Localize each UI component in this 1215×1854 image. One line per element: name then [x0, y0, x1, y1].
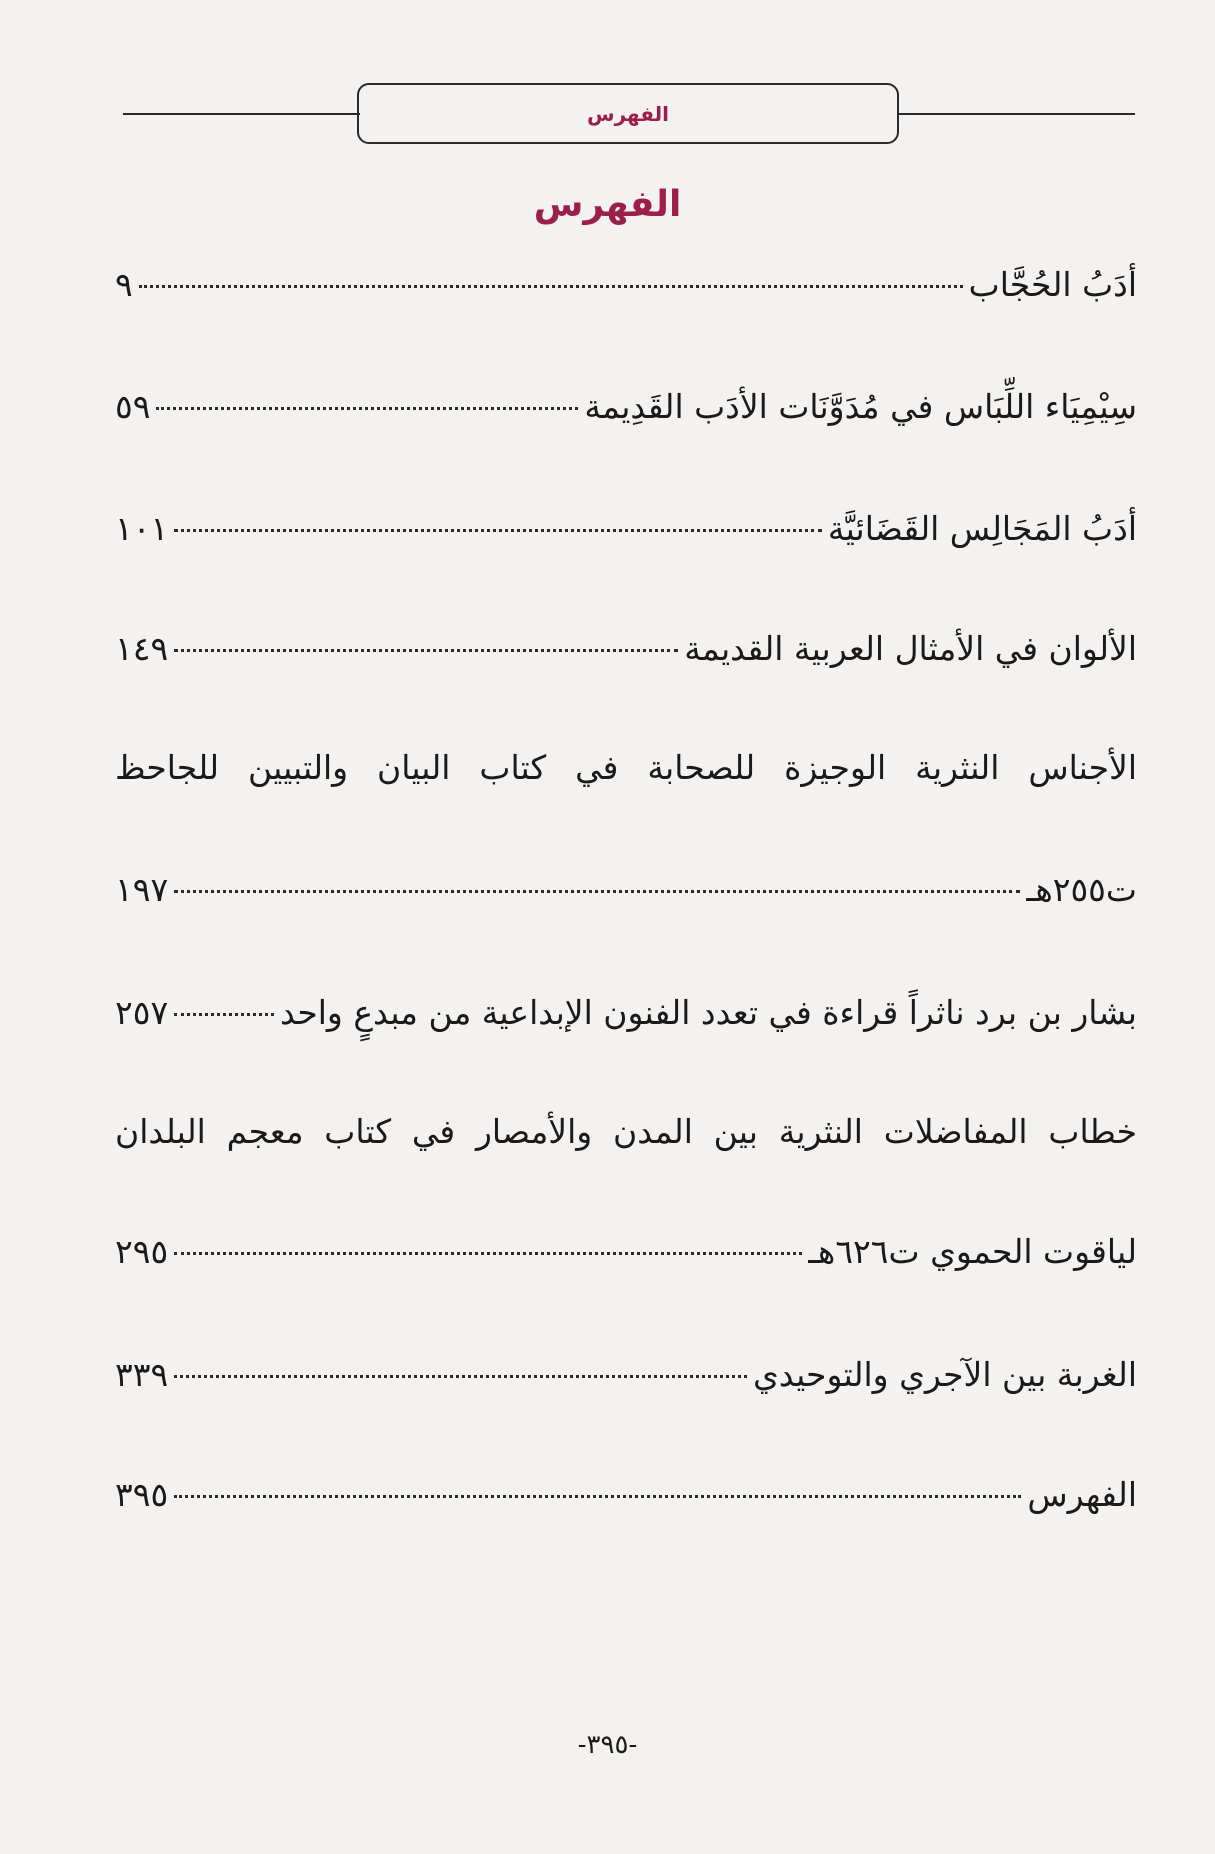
running-header-title: الفهرس — [587, 101, 670, 126]
toc-entry-title: أدَبُ الحُجَّاب — [968, 265, 1137, 304]
toc-entry-page: ١٤٩ — [115, 629, 169, 668]
dot-leader — [174, 1495, 1021, 1498]
toc-entry-page: ١٩٧ — [115, 870, 169, 909]
toc-entry-title: ت٢٥٥هـ — [1025, 870, 1137, 909]
dot-leader — [174, 890, 1019, 893]
toc-entry-title: بشار بن برد ناثراً قراءة في تعدد الفنون الإبداعية من مبدعٍ واحد — [280, 993, 1137, 1032]
footer-page-number: -٣٩٥- — [577, 1730, 638, 1760]
toc-entry-title: لياقوت الحموي ت٦٢٦هـ — [808, 1232, 1137, 1271]
toc-entry[interactable] — [115, 499, 1137, 559]
header-rule-right — [898, 113, 1135, 115]
toc-entry[interactable] — [115, 255, 1137, 315]
toc-entry-page: ١٠١ — [115, 509, 169, 548]
toc-entry-title: خطاب المفاضلات النثرية بين المدن والأمصار في كتاب معجم البلدان — [115, 1112, 1137, 1151]
toc-entry-title: الألوان في الأمثال العربية القديمة — [684, 629, 1137, 668]
dot-leader — [174, 1252, 802, 1255]
toc-entry-page: ٢٥٧ — [115, 993, 169, 1032]
dot-leader — [174, 649, 678, 652]
toc-entry[interactable] — [115, 738, 1137, 798]
page-title: الفهرس — [533, 184, 682, 225]
toc-entry-page: ٢٩٥ — [115, 1232, 169, 1271]
toc-entry[interactable] — [115, 377, 1137, 437]
toc-entry-title: الأجناس النثرية الوجيزة للصحابة في كتاب البيان والتبيين للجاحظ — [115, 748, 1137, 787]
toc-entry-continuation[interactable] — [115, 1222, 1137, 1282]
toc-entry-page: ٩ — [115, 265, 133, 304]
toc-entry[interactable] — [115, 1102, 1137, 1162]
dot-leader — [156, 407, 578, 410]
running-header — [357, 83, 899, 144]
toc-entry-page: ٣٩٥ — [115, 1475, 169, 1514]
header-rule-left — [123, 113, 360, 115]
dot-leader — [174, 1013, 274, 1016]
toc-entry-page: ٥٩ — [115, 387, 151, 426]
toc-entry-title: الفهرس — [1027, 1475, 1137, 1514]
toc-entry-title: أدَبُ المَجَالِس القَضَائيَّة — [827, 509, 1137, 548]
toc-entry[interactable] — [115, 983, 1137, 1043]
dot-leader — [174, 529, 822, 532]
toc-entry[interactable] — [115, 1345, 1137, 1405]
toc-entry-title: سِيْمِيَاء اللِّبَاس في مُدَوَّنَات الأدَب القَدِيمة — [584, 387, 1137, 426]
dot-leader — [174, 1375, 747, 1378]
dot-leader — [139, 285, 963, 288]
toc-entry[interactable] — [115, 1465, 1137, 1525]
toc-entry-title: الغربة بين الآجري والتوحيدي — [752, 1355, 1137, 1394]
toc-entry[interactable] — [115, 619, 1137, 679]
toc-entry-page: ٣٣٩ — [115, 1355, 169, 1394]
toc-entry-continuation[interactable] — [115, 860, 1137, 920]
